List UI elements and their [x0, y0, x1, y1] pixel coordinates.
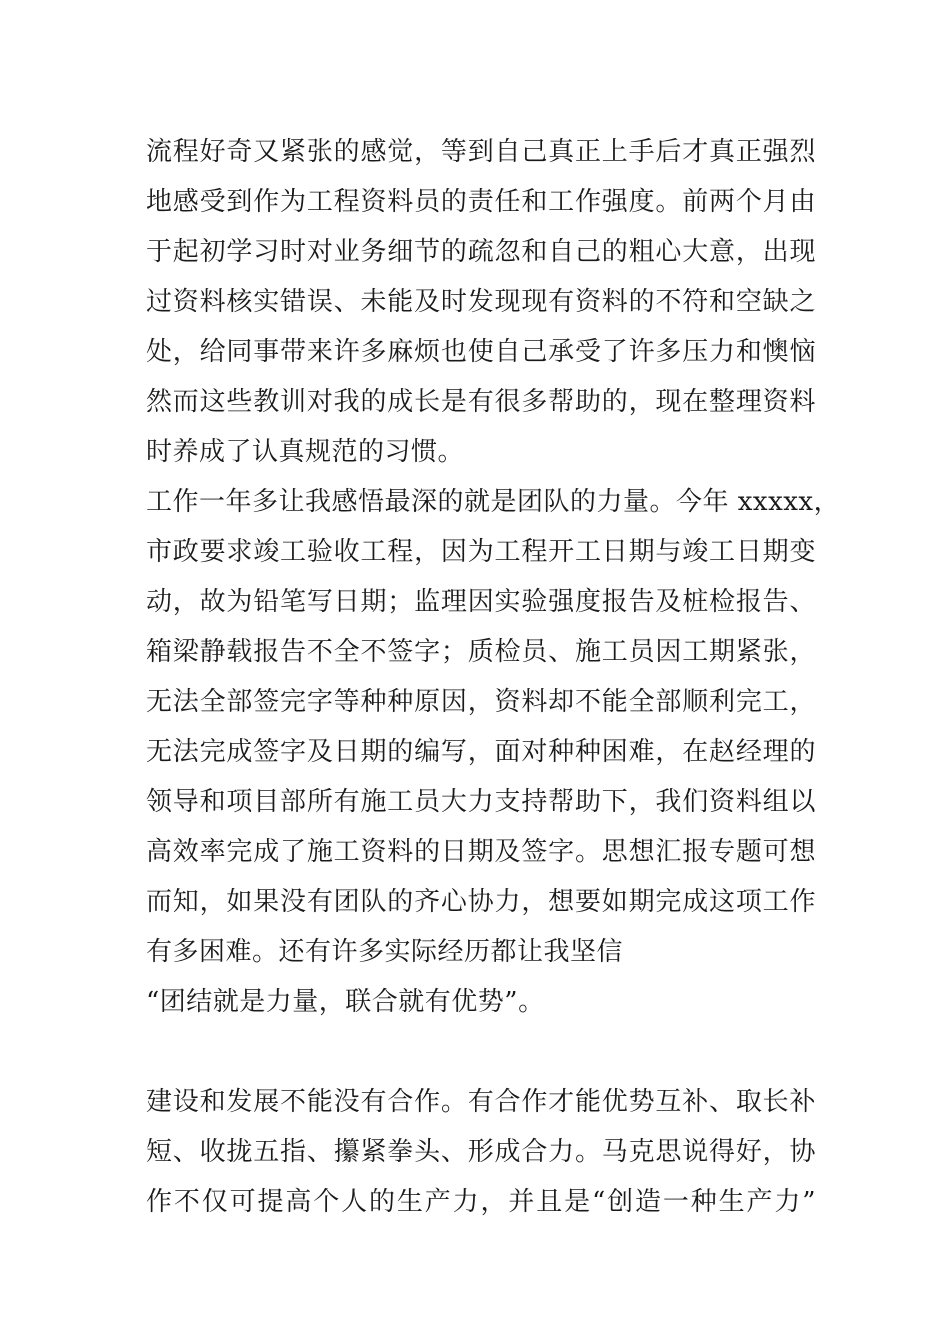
text-line: 然而这些教训对我的成长是有很多帮助的，现在整理资料: [146, 387, 816, 417]
text-line: 无法全部签完字等种种原因，资料却不能全部顺利完工，: [146, 687, 816, 717]
text-line: 地感受到作为工程资料员的责任和工作强度。前两个月由: [146, 187, 816, 217]
text-line: 动，故为铅笔写日期；监理因实验强度报告及桩检报告、: [146, 587, 816, 617]
text-line: 短、收拢五指、攥紧拳头、形成合力。马克思说得好，协: [146, 1137, 816, 1167]
text-line: 建设和发展不能没有合作。有合作才能优势互补、取长补: [146, 1087, 816, 1117]
text-line: 工作一年多让我感悟最深的就是团队的力量。今年 xxxxx，: [146, 487, 841, 517]
text-line: 高效率完成了施工资料的日期及签字。思想汇报专题可想: [146, 837, 816, 867]
text-line: 于起初学习时对业务细节的疏忽和自己的粗心大意，出现: [146, 237, 816, 267]
text-line: 流程好奇又紧张的感觉，等到自己真正上手后才真正强烈: [146, 137, 816, 167]
text-line: 而知，如果没有团队的齐心协力，想要如期完成这项工作: [146, 887, 816, 917]
text-line: 无法完成签字及日期的编写，面对种种困难，在赵经理的: [146, 737, 816, 767]
quote-line: “团结就是力量，联合就有优势”。: [146, 987, 545, 1017]
text-line: 领导和项目部所有施工员大力支持帮助下，我们资料组以: [146, 787, 816, 817]
text-line: 作不仅可提高个人的生产力，并且是“创造一种生产力”: [146, 1187, 816, 1217]
text-line: 箱梁静载报告不全不签字；质检员、施工员因工期紧张，: [146, 637, 816, 667]
text-line: 过资料核实错误、未能及时发现现有资料的不符和空缺之: [146, 287, 816, 317]
text-line: 时养成了认真规范的习惯。: [146, 437, 465, 467]
text-line: 处，给同事带来许多麻烦也使自己承受了许多压力和懊恼: [146, 337, 816, 367]
text-line: 有多困难。还有许多实际经历都让我坚信: [146, 937, 624, 967]
text-line: 市政要求竣工验收工程，因为工程开工日期与竣工日期变: [146, 537, 816, 567]
